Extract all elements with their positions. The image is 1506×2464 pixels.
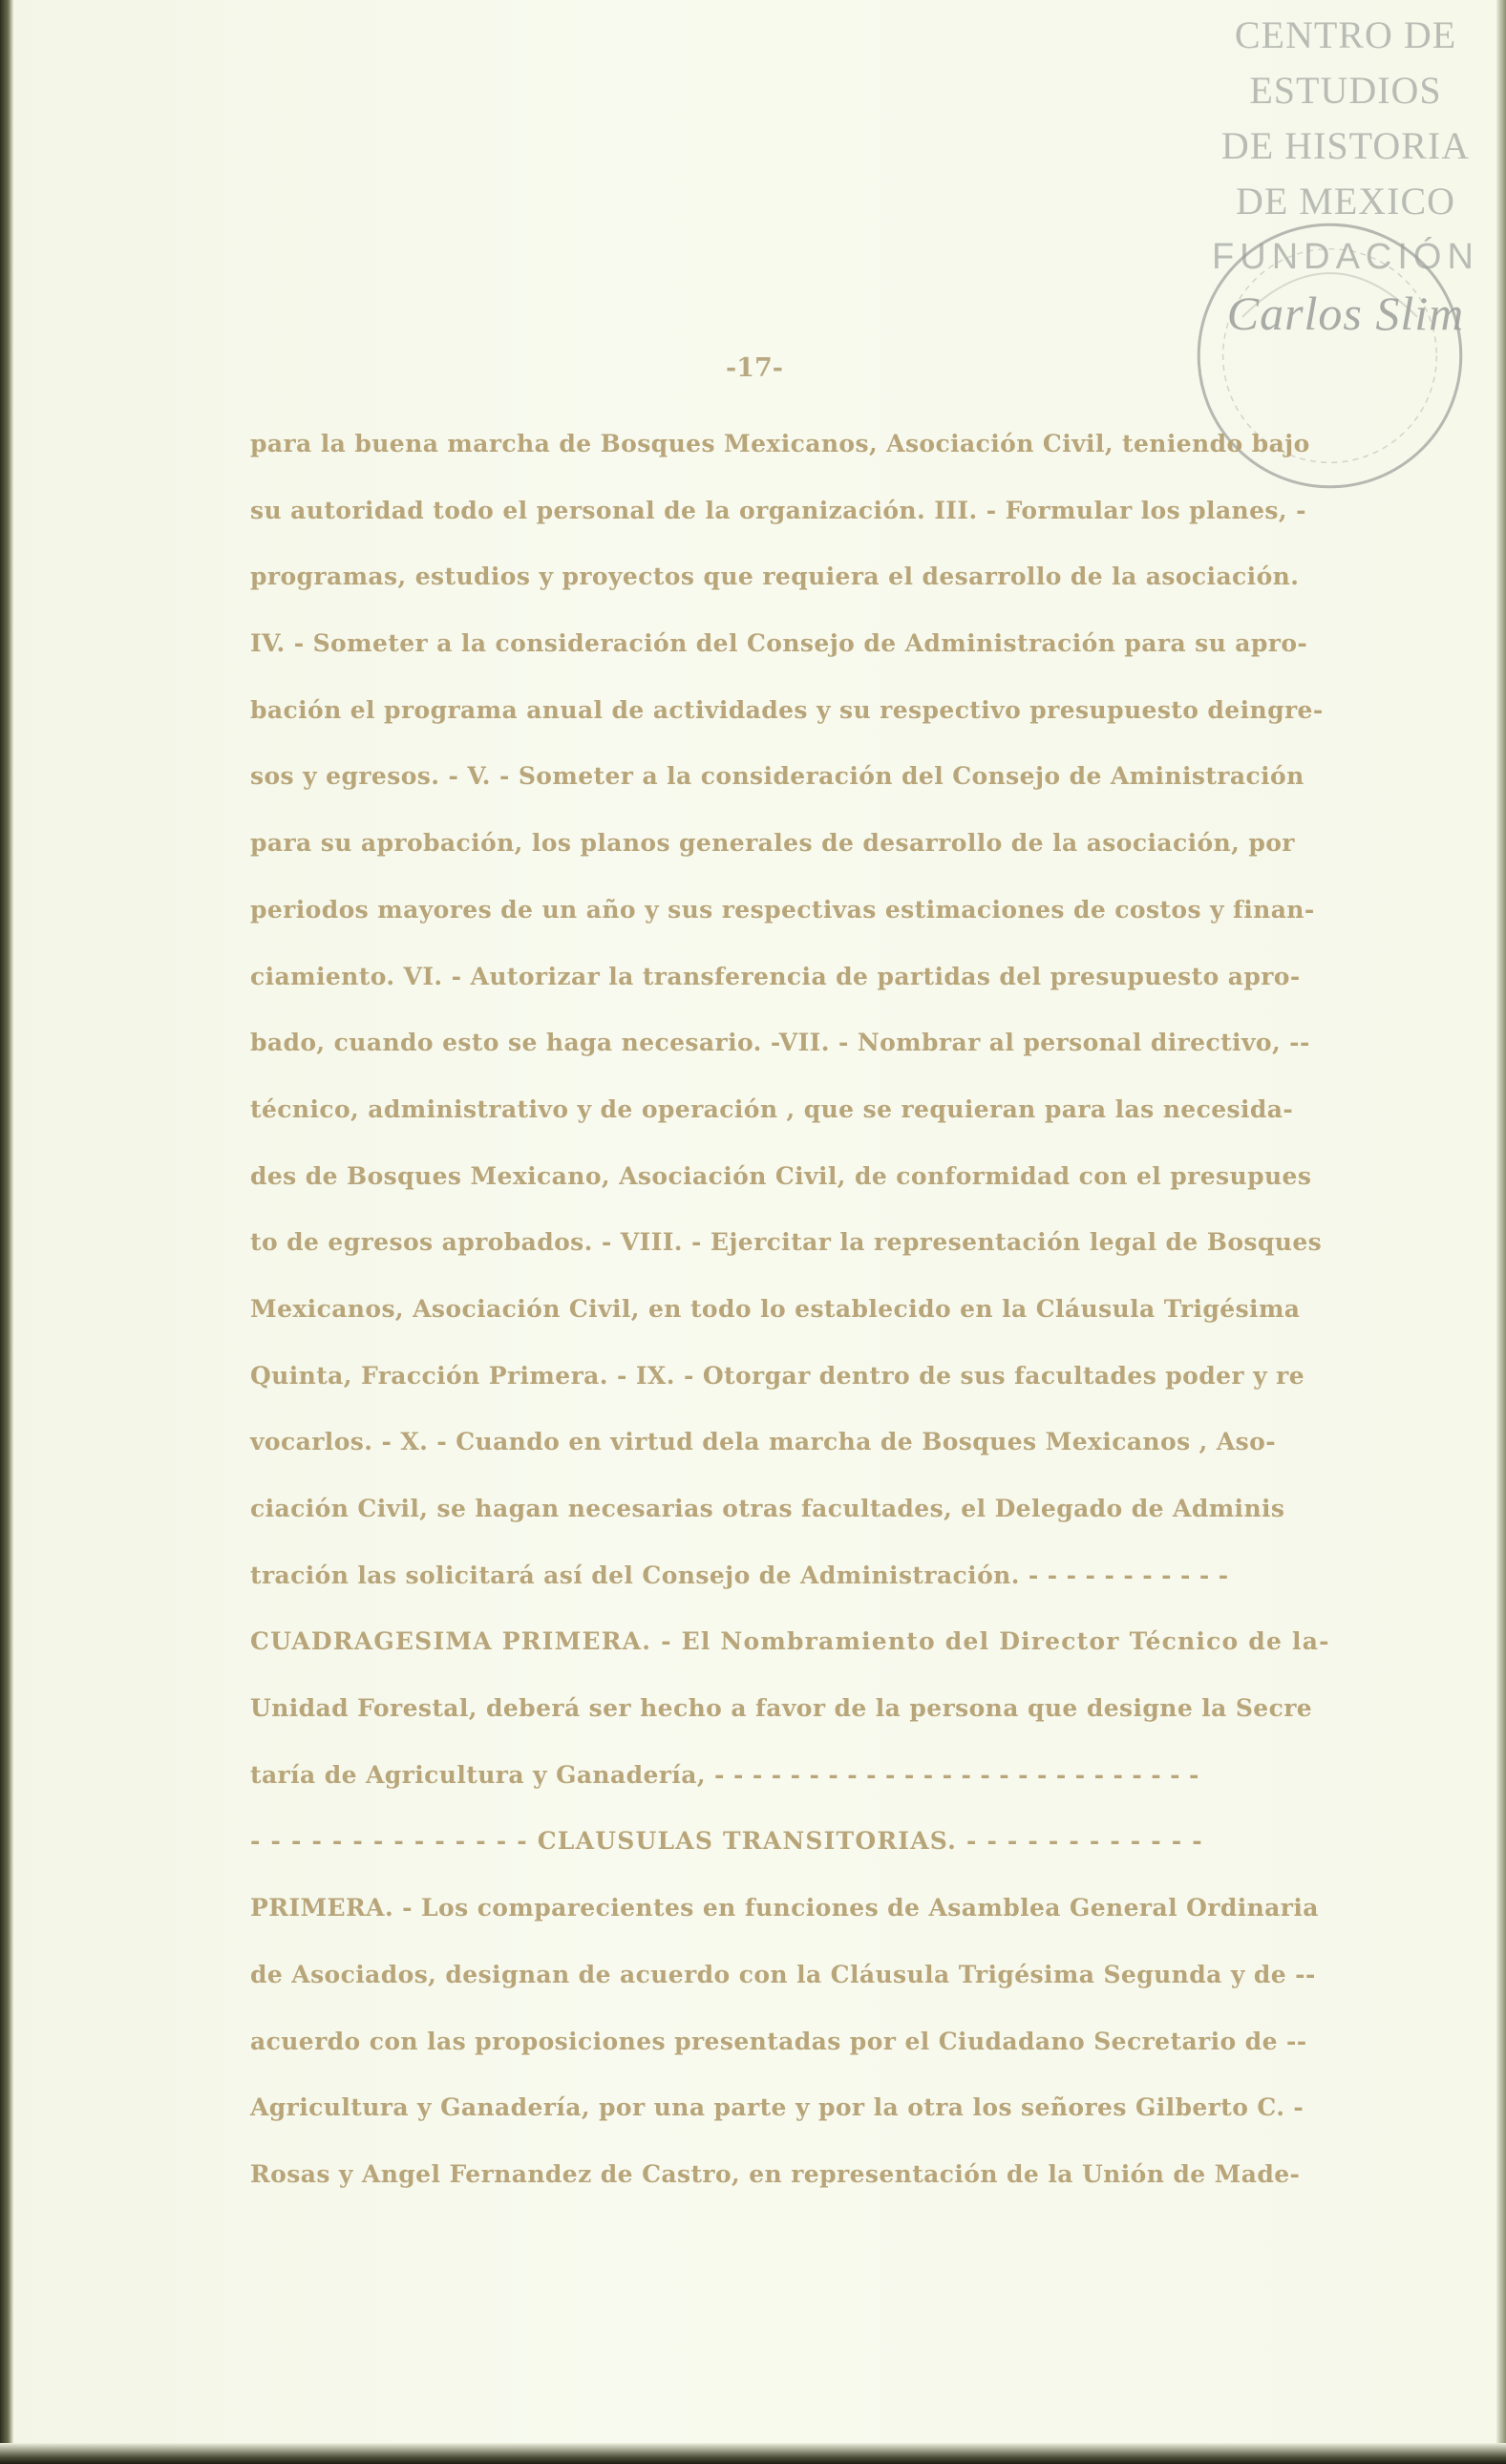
text-line: ciamiento. VI. - Autorizar la transferencia de partidas del presupuesto apro- (250, 962, 1301, 990)
text-line: tración las solicitará así del Consejo de Administración. - - - - - - - - - - - (250, 1561, 1229, 1589)
watermark-foundation: FUNDACIÓN (1212, 237, 1479, 277)
text-line: CUADRAGESIMA PRIMERA. - El Nombramiento del Director Técnico de la- (250, 1627, 1330, 1656)
text-line: su autoridad todo el personal de la organización. III. - Formular los planes, - (250, 496, 1306, 524)
text-line: periodos mayores de un año y sus respectivas estimaciones de costos y finan- (250, 895, 1315, 924)
text-line: para la buena marcha de Bosques Mexicanos, Asociación Civil, teniendo bajo (250, 430, 1310, 457)
text-line: des de Bosques Mexicano, Asociación Civil, de conformidad con el presupues (250, 1161, 1312, 1190)
text-line: Mexicanos, Asociación Civil, en todo lo establecido en la Cláusula Trigésima (250, 1294, 1301, 1323)
text-line: ciación Civil, se hagan necesarias otras facultades, el Delegado de Adminis (250, 1495, 1285, 1522)
watermark-line: DE HISTORIA (1220, 124, 1471, 167)
watermark-line: CENTRO DE (1234, 13, 1457, 56)
watermark-line: DE MEXICO (1235, 180, 1456, 223)
film-edge-left (0, 0, 13, 2464)
text-line: programas, estudios y proyectos que requiera el desarrollo de la asociación. (250, 563, 1300, 591)
text-line: Unidad Forestal, deberá ser hecho a favor de la persona que designe la Secre (250, 1694, 1313, 1723)
text-line: técnico, administrativo y de operación , que se requieran para las necesida- (250, 1094, 1294, 1123)
text-line: to de egresos aprobados. - VIII. - Ejercitar la representación legal de Bosques (250, 1228, 1323, 1257)
watermark-signature: Carlos Slim (1226, 287, 1465, 340)
text-line: bado, cuando esto se haga necesario. -VII. - Nombrar al personal directivo, -- (250, 1029, 1310, 1057)
text-line: vocarlos. - X. - Cuando en virtud dela marcha de Bosques Mexicanos , Aso- (250, 1428, 1276, 1456)
text-line: IV. - Someter a la consideración del Consejo de Administración para su apro- (250, 629, 1308, 658)
page-number: -17- (726, 353, 783, 383)
text-line: Rosas y Angel Fernandez de Castro, en representación de la Unión de Made- (250, 2159, 1301, 2188)
text-line: PRIMERA. - Los comparecientes en funciones de Asamblea General Ordinaria (250, 1894, 1319, 1922)
watermark-line: ESTUDIOS (1249, 69, 1442, 112)
film-edge-right (1496, 0, 1506, 2464)
text-line: de Asociados, designan de acuerdo con la Cláusula Trigésima Segunda y de -- (250, 1960, 1316, 1988)
text-line: acuerdo con las proposiciones presentadas por el Ciudadano Secretario de -- (250, 2027, 1307, 2055)
text-line: Quinta, Fracción Primera. - IX. - Otorgar dentro de sus facultades poder y re (250, 1361, 1305, 1390)
text-line: sos y egresos. - V. - Someter a la consideración del Consejo de Aministración (250, 762, 1304, 791)
document-body (250, 411, 1415, 2208)
text-line: para su aprobación, los planos generales de desarrollo de la asociación, por (250, 829, 1295, 858)
text-line: bación el programa anual de actividades y su respectivo presupuesto deingre- (250, 695, 1324, 724)
text-line: - - - - - - - - - - - - - - CLAUSULAS TRANSITORIAS. - - - - - - - - - - - - (250, 1827, 1203, 1856)
text-line: Agricultura y Ganadería, por una parte y por la otra los señores Gilberto C. - (250, 2093, 1304, 2122)
text-line: taría de Agricultura y Ganadería, - - - - - - - - - - - - - - - - - - - - - - - - - - (250, 1760, 1199, 1789)
film-edge-bottom (0, 2443, 1506, 2464)
